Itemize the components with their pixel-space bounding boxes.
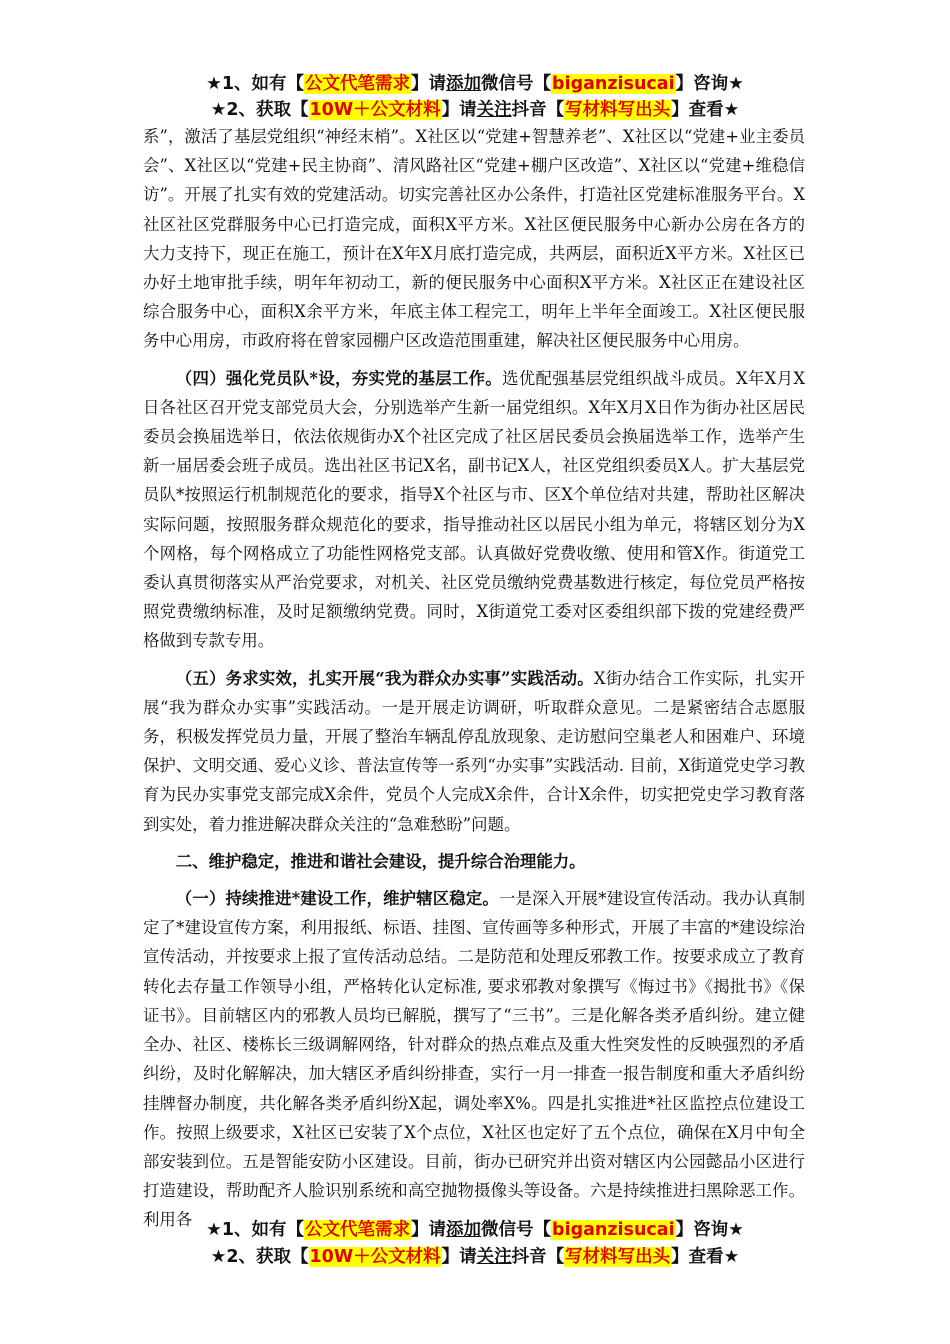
banner-highlight: 写材料写出头 [565,100,671,120]
header-banner-line-2 [0,98,950,122]
banner-text: ★1、如有【 [206,74,305,94]
paragraph-continuation: 系”，激活了基层党组织“神经末梢”。X社区以“党建+智慧养老”、X社区以“党建+业主委员会”、X社区以“党建+民主协商”、清风路社区“党建+棚户区改造”、X社区以“党建+维稳信访”。开展了扎实有效的党建活动。切实完善社区办公条件，打造社区党建标准服务平台。X社区社区党群服务中心已打造完成，面积X平方米。X社区便民服务中心新办公房在各方的大力支持下，现正在施工，预计在X年X月底打造完成，共两层，面积近X平方米。X社区已办好土地审批手续，明年年初动工，新的便民服务中心面积X平方米。X社区正在建设社区综合服务中心，面积X余平方米，年底主体工程完工，明年上半年全面竣工。X社区便民服务中心用房，市政府将在曾家园棚户区改造范围重建，解决社区便民服务中心用房。 [143,127,805,351]
header-banner-line-1 [0,72,950,96]
paragraph-party-members [143,364,805,656]
banner-highlight: 公文代笔需求 [305,1220,411,1240]
banner-text: ★2、获取【 [210,1247,309,1267]
banner-underline: 关注 [476,1247,512,1267]
banner-text: 微信号【 [481,74,552,94]
section-heading: 二、维护稳定，推进和谐社会建设，提升综合治理能力。 [175,851,586,871]
paragraph-heading: （一）持续推进*建设工作，维护辖区稳定。 [175,889,499,909]
banner-text: 】查看★ [671,1247,740,1267]
footer-banner-line-1 [0,1218,950,1242]
banner-text: 】请 [411,1220,447,1240]
footer-banner-line-2 [0,1245,950,1269]
paragraph-heading: （四）强化党员队*设，夯实党的基层工作。 [175,368,503,388]
banner-text: 】查看★ [671,100,740,120]
banner-highlight: 公文代笔需求 [305,74,411,94]
banner-highlight: biganzisucai [552,1220,675,1240]
banner-underline: 添加 [446,1220,482,1240]
banner-underline: 关注 [476,100,512,120]
banner-text: ★1、如有【 [206,1220,305,1240]
paragraph-stability [143,884,805,1234]
banner-highlight: 10W＋公文材料 [309,1247,441,1267]
banner-highlight: 写材料写出头 [565,1247,671,1267]
banner-highlight: biganzisucai [552,74,675,94]
banner-highlight: 10W＋公文材料 [309,100,441,120]
paragraph-practical-activities [143,664,805,839]
banner-text: ★2、获取【 [210,100,309,120]
banner-text: 微信号【 [481,1220,552,1240]
banner-text: 】请 [411,74,447,94]
banner-underline: 添加 [446,74,482,94]
banner-text: 】咨询★ [675,74,744,94]
banner-text: 】请 [441,1247,477,1267]
banner-text: 抖音【 [511,100,565,120]
paragraph-heading: （五）务求实效，扎实开展“我为群众办实事”实践活动。 [175,668,594,688]
paragraph-text: 选优配强基层党组织战斗成员。X年X月X日各社区召开党支部党员大会，分别选举产生新一届党组织。X年X月X日作为街办社区居民委员会换届选举日，依法依规街办X个社区完成了社区居民委员会换届选举工作，选举产生新一届居委会班子成员。选出社区书记X名，副书记X人，社区党组织委员X人。扩大基层党员队*按照运行机制规范化的要求，指导X个社区与市、区X个单位结对共建，帮助社区解决实际问题，按照服务群众规范化的要求，指导推动社区以居民小组为单元，将辖区划分为X个网格，每个网格成立了功能性网格党支部。认真做好党费收缴、使用和管X作。街道党工委认真贯彻落实从严治党要求，对机关、社区党员缴纳党费基数进行核定，每位党员严格按照党费缴纳标准，及时足额缴纳党费。同时，X街道党工委对区委组织部下拨的党建经费严格做到专款专用。 [143,368,805,651]
paragraph-text: X街办结合工作实际，扎实开展“我为群众办实事”实践活动。一是开展走访调研，听取群众意见。二是紧密结合志愿服务，积极发挥党员力量，开展了整治车辆乱停乱放现象、走访慰问空巢老人和困难户、环境保护、文明交通、爱心义诊、普法宣传等一系列“办实事”实践活动. 目前，X街道党史学习教育为民办实事党支部完成X余件，党员个人完成X余件，合计X余件，切实把党史学习教育落到实处，着力推进解决群众关注的“急难愁盼”问题。 [143,668,805,834]
banner-text: 】咨询★ [675,1220,744,1240]
banner-text: 抖音【 [511,1247,565,1267]
banner-text: 】请 [441,100,477,120]
document-body [143,122,805,1235]
paragraph-text: 一是深入开展*建设宣传活动。我办认真制定了*建设宣传方案，利用报纸、标语、挂图、宣传画等多种形式，开展了丰富的*建设综治宣传活动，并按要求上报了宣传活动总结。二是防范和处理反邪教工作。按要求成立了教育转化去存量工作领导小组，严格转化认定标准, 要求邪教对象撰写《悔过书》《揭批书》《保证书》。目前辖区内的邪教人员均已解脱，撰写了“三书”。三是化解各类矛盾纠纷。建立健全办、社区、楼栋长三级调解网络，针对群众的热点难点及重大性突发性的反映强烈的矛盾纠纷，及时化解解决，加大辖区矛盾纠纷排查，实行一月一排查一报告制度和重大矛盾纠纷挂牌督办制度，共化解各类矛盾纠纷X起，调处率X%。四是扎实推进*社区监控点位建设工作。按照上级要求，X社区已安装了X个点位，X社区也定好了五个点位，确保在X月中旬全部安装到位。五是智能安防小区建设。目前，街办已研究并出资对辖区内公园懿品小区进行打造建设，帮助配齐人脸识别系统和高空抛物摄像头等设备。六是持续推进扫黑除恶工作。利用各 [143,889,805,1230]
